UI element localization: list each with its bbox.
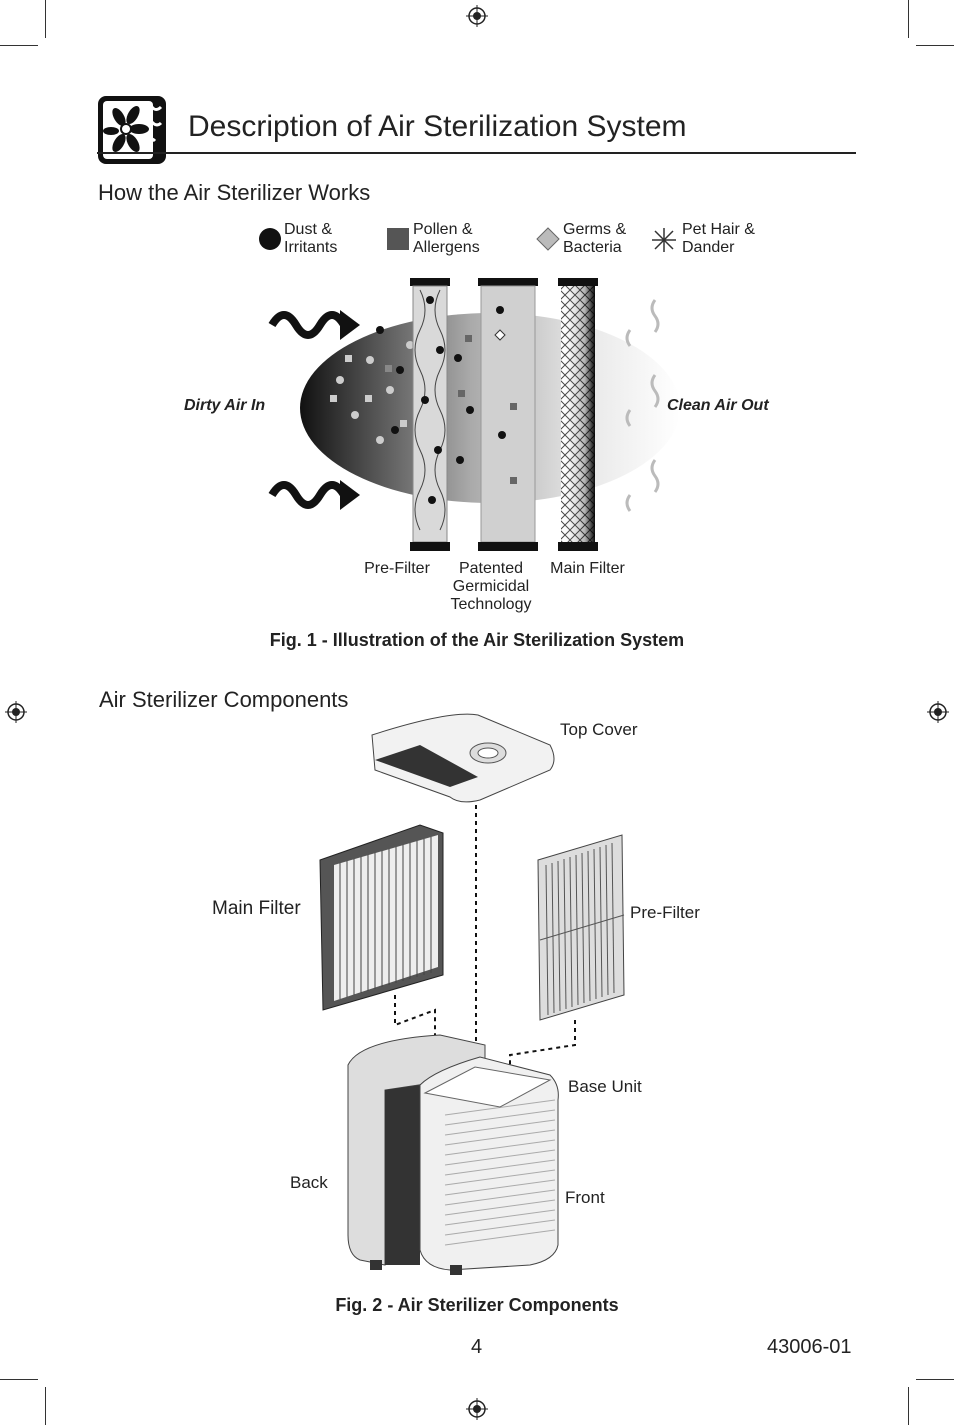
germicidal-label: Patented Germicidal Technology	[450, 560, 532, 613]
legend-germs: Germs & Bacteria	[563, 221, 627, 256]
crop-mark	[916, 45, 954, 46]
crop-mark	[0, 45, 38, 46]
pre-filter-label: Pre-Filter	[364, 560, 430, 577]
crop-mark	[908, 0, 909, 38]
registration-mark-icon	[5, 701, 27, 723]
front-label: Front	[565, 1188, 605, 1207]
air-sterilization-diagram	[260, 270, 690, 560]
legend-dust: Dust & Irritants	[284, 221, 338, 256]
crop-mark	[0, 1379, 38, 1380]
section-title-components: Air Sterilizer Components	[99, 687, 349, 712]
registration-mark-icon	[927, 701, 949, 723]
document-number: 43006-01	[767, 1336, 852, 1358]
main-filter-component-label: Main Filter	[212, 898, 301, 919]
legend-pet-hair: Pet Hair & Dander	[682, 221, 755, 256]
dirty-air-label: Dirty Air In	[184, 397, 266, 414]
crop-mark	[45, 1387, 46, 1425]
legend-pollen: Pollen & Allergens	[413, 221, 480, 256]
base-unit-label: Base Unit	[568, 1077, 642, 1096]
registration-mark-icon	[466, 5, 488, 27]
pre-filter-component-label: Pre-Filter	[630, 903, 700, 922]
page-title: Description of Air Sterilization System	[188, 110, 687, 143]
clean-air-label: Clean Air Out	[667, 397, 769, 414]
diamond-icon	[536, 227, 560, 251]
figure-2-caption: Fig. 2 - Air Sterilizer Components	[335, 1295, 619, 1315]
page-number: 4	[471, 1336, 483, 1358]
crop-mark	[45, 0, 46, 38]
registration-mark-icon	[466, 1398, 488, 1420]
main-filter-label: Main Filter	[550, 560, 625, 577]
back-label: Back	[290, 1173, 328, 1192]
crop-mark	[908, 1387, 909, 1425]
fan-airflow-icon	[97, 95, 167, 165]
circle-icon	[258, 227, 282, 251]
asterisk-icon	[651, 227, 677, 253]
square-icon	[386, 227, 410, 251]
section-title-how-it-works: How the Air Sterilizer Works	[98, 180, 371, 205]
top-cover-label: Top Cover	[560, 720, 638, 739]
title-rule	[97, 152, 856, 154]
figure-1-caption: Fig. 1 - Illustration of the Air Sterilization System	[269, 630, 685, 650]
crop-mark	[916, 1379, 954, 1380]
